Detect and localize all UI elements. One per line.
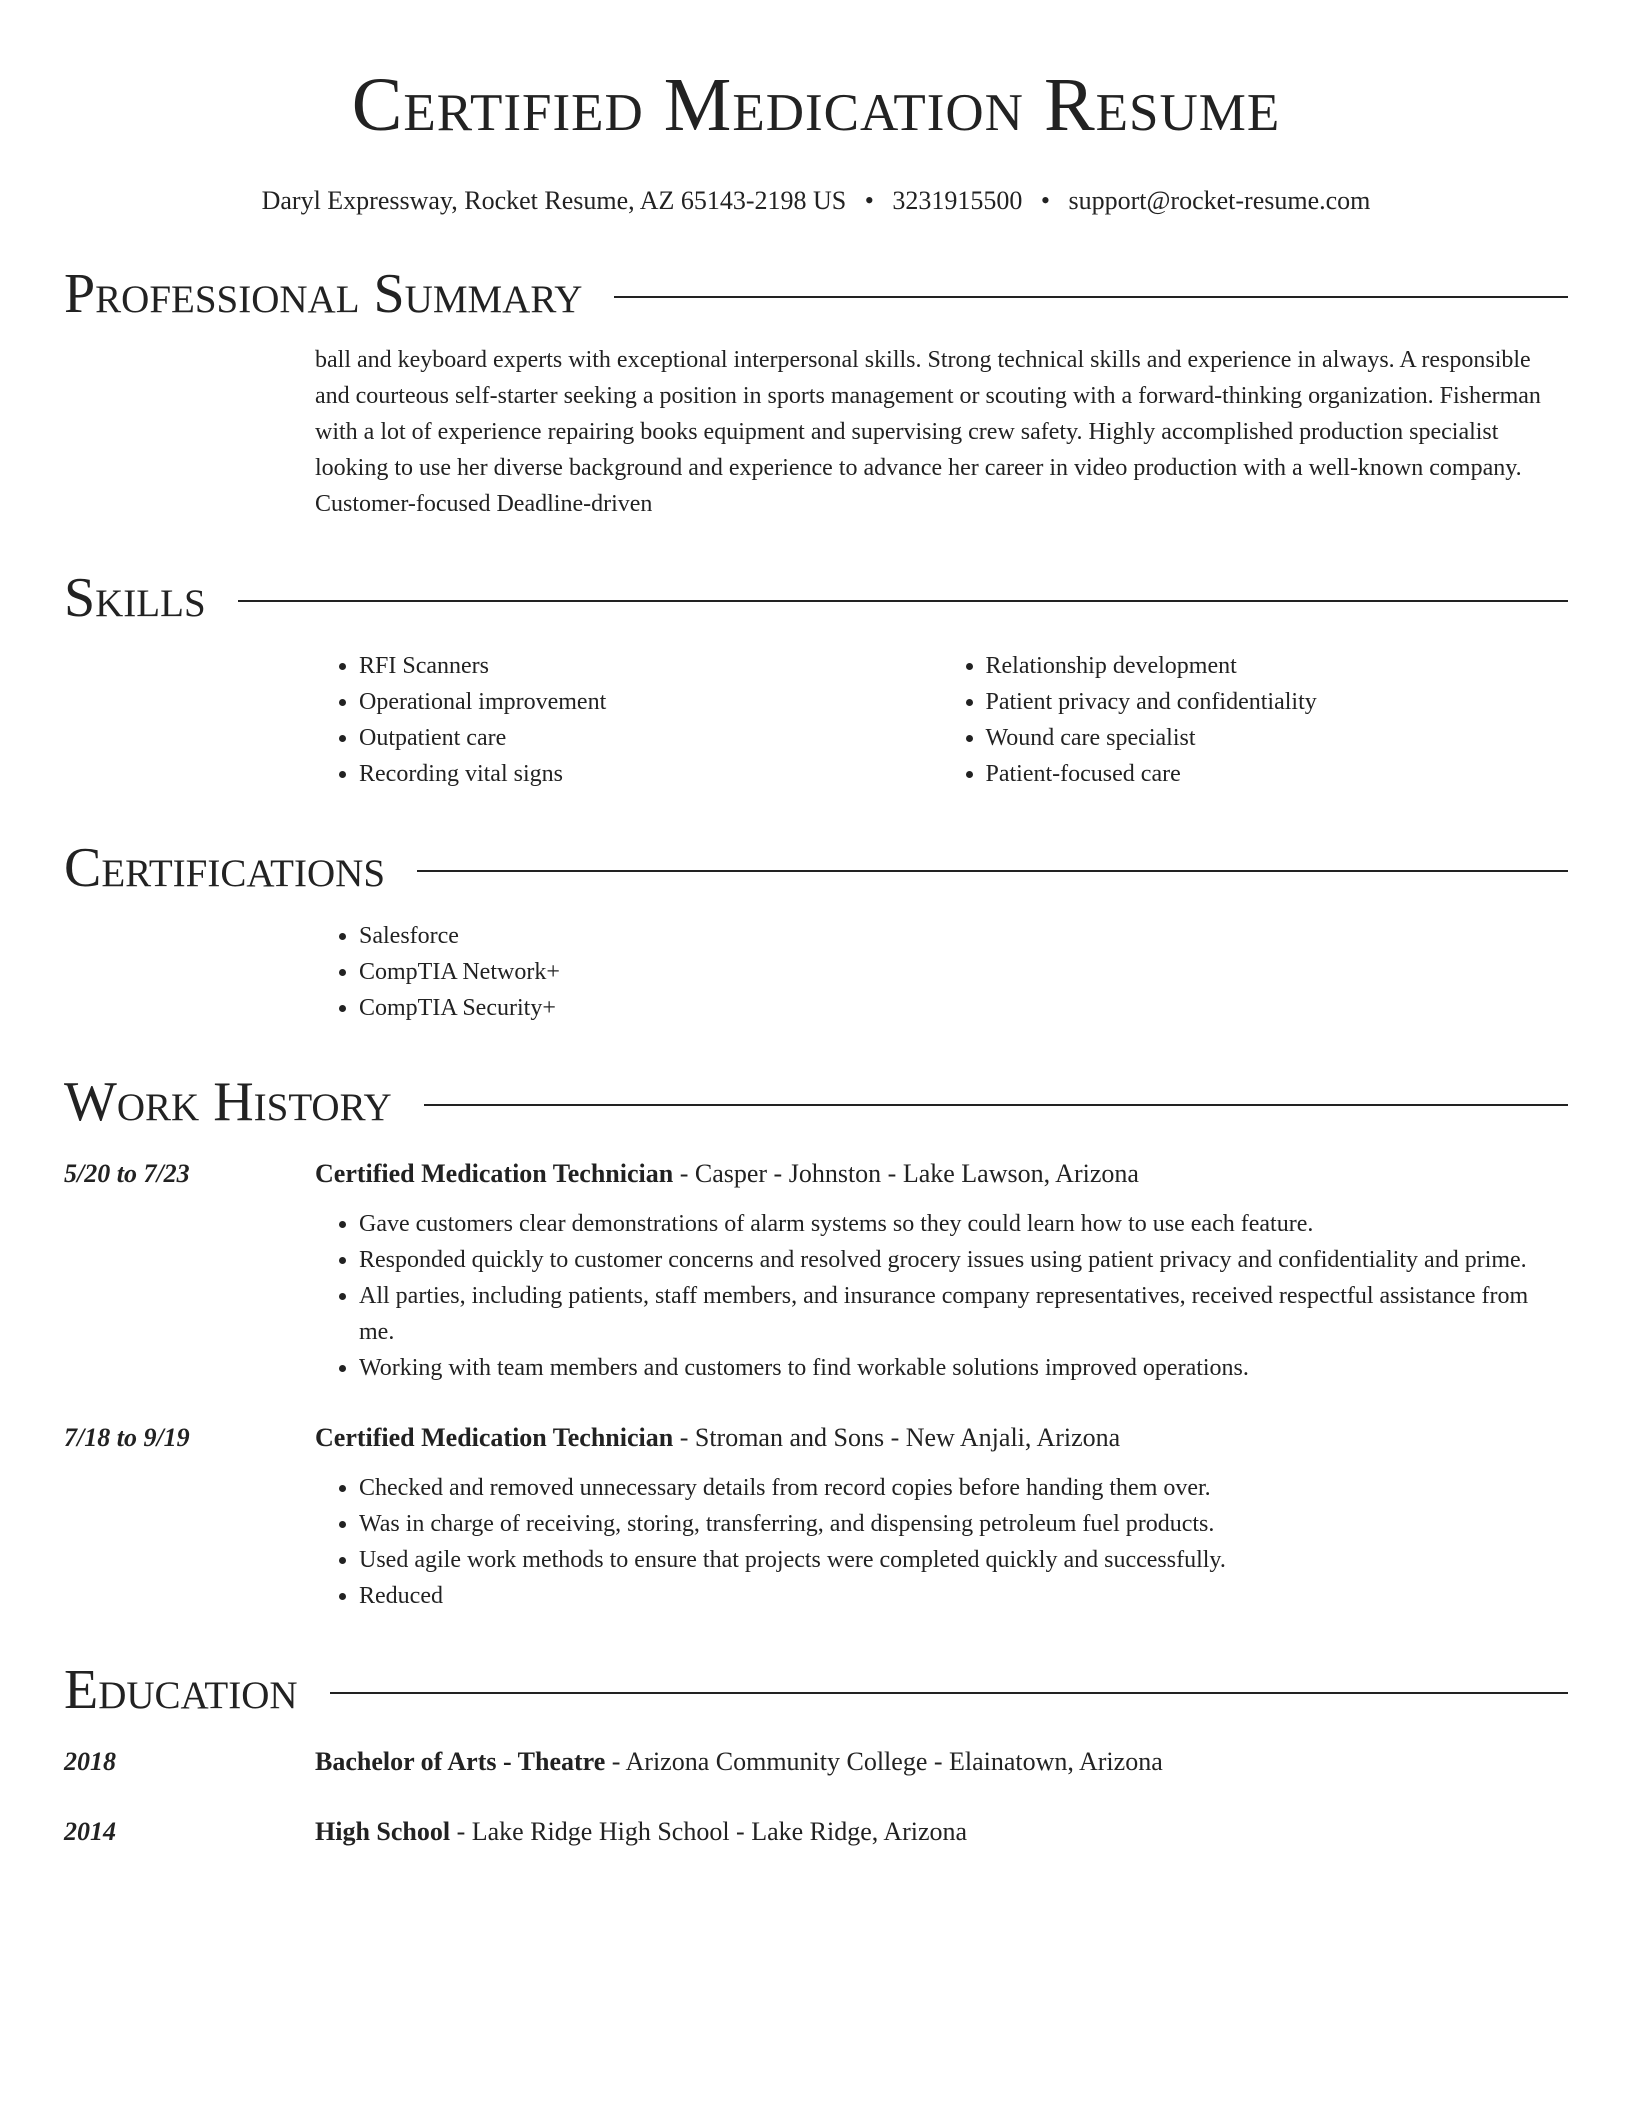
skill-item: • Patient-focused care [986, 756, 1569, 792]
skills-column-right [942, 648, 1569, 792]
certification-item: • CompTIA Security+ [359, 990, 1568, 1026]
skill-item: • RFI Scanners [359, 648, 942, 684]
contact-separator: • [1040, 186, 1050, 215]
section-divider [614, 296, 1568, 298]
skills-list [315, 648, 1568, 792]
summary-section-header [64, 262, 1568, 326]
job-bullet: • Was in charge of receiving, storing, transferring, and dispensing petroleum fuel products. [359, 1506, 1568, 1542]
job-bullets [315, 1470, 1568, 1614]
certification-item: • Salesforce [359, 918, 1568, 954]
job-entry [64, 1420, 1568, 1614]
skills-section-header [64, 566, 1568, 630]
resume-page [64, 0, 1568, 1850]
job-header [315, 1156, 1568, 1192]
job-bullet: • Checked and removed unnecessary details from record copies before handing them over. [359, 1470, 1568, 1506]
education-section-header [64, 1658, 1568, 1722]
job-dates: 5/20 to 7/23 [64, 1159, 190, 1188]
education-entry [64, 1814, 1568, 1850]
job-bullet: • Reduced [359, 1578, 1568, 1614]
skill-item: • Recording vital signs [359, 756, 942, 792]
job-entry [64, 1156, 1568, 1386]
job-header [315, 1420, 1568, 1456]
work-heading: Work History [64, 1071, 392, 1133]
job-title: Certified Medication Technician [315, 1159, 674, 1188]
skill-item: • Wound care specialist [986, 720, 1569, 756]
skills-heading: Skills [64, 567, 206, 629]
contact-line [64, 184, 1568, 218]
education-content [315, 1744, 1163, 1780]
job-content [315, 1156, 1568, 1386]
job-bullet: • All parties, including patients, staff members, and insurance company representatives, received respectful assistance from me. [359, 1278, 1568, 1350]
certifications-heading: Certifications [64, 837, 386, 899]
job-bullet: • Used agile work methods to ensure that projects were completed quickly and successfully. [359, 1542, 1568, 1578]
education-content [315, 1814, 967, 1850]
job-title: Certified Medication Technician [315, 1423, 674, 1452]
job-content [315, 1420, 1568, 1614]
summary-text: ball and keyboard experts with exceptional interpersonal skills. Strong technical skills and experience in always. A responsible and courteous self-starter seeking a position in sports management or scouting with a forward-thinking organization. Fisherman with a lot of experience repairing books equipment and supervising crew safety. Highly accomplished production specialist looking to use her diverse background and experience to advance her career in video production with a well-known company. Customer-focused Deadline-driven [315, 347, 1541, 517]
section-divider [330, 1692, 1568, 1694]
education-school: - Lake Ridge High School - Lake Ridge, Arizona [450, 1817, 968, 1846]
education-degree: Bachelor of Arts - Theatre [315, 1747, 606, 1776]
contact-phone: 3231915500 [892, 186, 1023, 215]
certifications-list [315, 918, 1568, 1026]
skill-item: • Relationship development [986, 648, 1569, 684]
section-divider [424, 1104, 1568, 1106]
contact-separator: • [864, 186, 874, 215]
education-degree: High School [315, 1817, 451, 1846]
resume-title: Certified Medication Resume [351, 63, 1281, 147]
education-year: 2014 [64, 1817, 116, 1846]
skill-item: • Patient privacy and confidentiality [986, 684, 1569, 720]
job-dates: 7/18 to 9/19 [64, 1423, 190, 1452]
education-school: - Arizona Community College - Elainatown, Arizona [605, 1747, 1163, 1776]
certifications-section-header [64, 836, 1568, 900]
job-employer: - Stroman and Sons - New Anjali, Arizona [673, 1423, 1121, 1452]
education-year: 2018 [64, 1747, 116, 1776]
job-bullets [315, 1206, 1568, 1386]
skills-column-left [315, 648, 942, 792]
section-divider [238, 600, 1568, 602]
section-divider [417, 870, 1568, 872]
skill-item: • Outpatient care [359, 720, 942, 756]
contact-email: support@rocket-resume.com [1068, 186, 1371, 215]
summary-heading: Professional Summary [64, 263, 583, 325]
job-bullet: • Gave customers clear demonstrations of alarm systems so they could learn how to use each feature. [359, 1206, 1568, 1242]
contact-address: Daryl Expressway, Rocket Resume, AZ 65143-2198 US [261, 186, 847, 215]
education-heading: Education [64, 1659, 298, 1721]
job-employer: - Casper - Johnston - Lake Lawson, Arizona [673, 1159, 1139, 1188]
education-entry [64, 1744, 1568, 1780]
skill-item: • Operational improvement [359, 684, 942, 720]
job-bullet: • Responded quickly to customer concerns and resolved grocery issues using patient privacy and confidentiality and prime. [359, 1242, 1568, 1278]
work-section-header [64, 1070, 1568, 1134]
job-bullet: • Working with team members and customers to find workable solutions improved operations. [359, 1350, 1568, 1386]
certification-item: • CompTIA Network+ [359, 954, 1568, 990]
